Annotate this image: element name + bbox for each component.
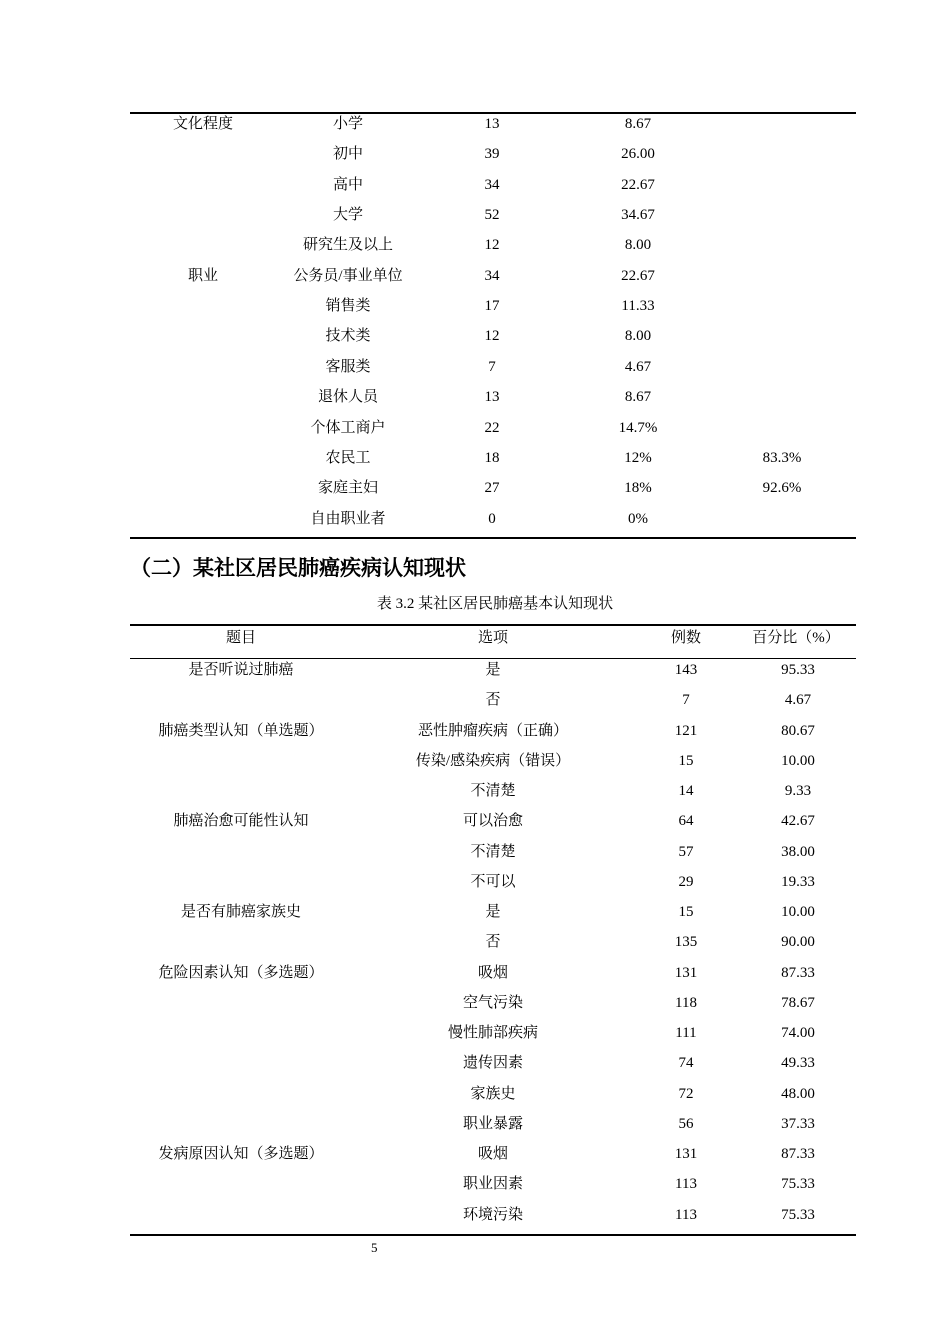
table-cell: 17 bbox=[484, 298, 500, 315]
table-cell: 不可以 bbox=[470, 873, 516, 890]
table-cell: 113 bbox=[675, 1206, 697, 1223]
table-cell: 22 bbox=[484, 419, 500, 436]
table-cell: 恶性肿瘤疾病（正确） bbox=[417, 722, 568, 739]
table-cell: 4.67 bbox=[784, 692, 812, 709]
table-cell: 环境污染 bbox=[462, 1206, 523, 1223]
table-cell: 72 bbox=[678, 1085, 694, 1102]
table-cell: 4.67 bbox=[624, 358, 652, 375]
table-cell: 74.00 bbox=[781, 1025, 815, 1041]
table-cell: 131 bbox=[674, 964, 698, 981]
table-cell: 135 bbox=[674, 934, 698, 951]
table-cell: 可以治愈 bbox=[462, 813, 523, 830]
table-cell: 38.00 bbox=[781, 843, 815, 860]
table1-bottom-rule bbox=[130, 537, 856, 539]
table-cell: 95.33 bbox=[781, 662, 815, 678]
table-cell: 12% bbox=[624, 449, 652, 466]
table-cell: 27 bbox=[484, 480, 500, 497]
table-cell: 不清楚 bbox=[470, 783, 516, 799]
table-cell: 是 bbox=[485, 662, 501, 678]
table-cell: 10.00 bbox=[781, 904, 815, 920]
table-cell: 发病原因认知（多选题） bbox=[158, 1146, 324, 1162]
table-cell: 职业 bbox=[187, 267, 218, 284]
table-cell: 传染/感染疾病（错误） bbox=[415, 752, 571, 769]
table-cell: 143 bbox=[674, 662, 698, 678]
table-cell: 57 bbox=[678, 843, 694, 860]
table-cell: 9.33 bbox=[784, 783, 812, 799]
table-cell: 11.33 bbox=[621, 298, 655, 315]
table-cell: 29 bbox=[678, 873, 694, 890]
table-cell: 18% bbox=[624, 480, 652, 497]
table-cell: 肺癌治愈可能性认知 bbox=[173, 813, 309, 830]
table1-top-rule bbox=[130, 112, 856, 114]
table-cell: 14.7% bbox=[618, 419, 658, 436]
table-cell: 18 bbox=[484, 449, 500, 466]
page-number: 5 bbox=[371, 1240, 378, 1255]
table-cell: 7 bbox=[682, 692, 690, 709]
table-cell: 121 bbox=[674, 722, 698, 739]
table-cell: 是否听说过肺癌 bbox=[188, 662, 294, 678]
table2-top-rule bbox=[130, 624, 856, 626]
table-cell: 职业因素 bbox=[462, 1176, 523, 1193]
table-cell: 15 bbox=[678, 904, 694, 920]
table2-caption: 表 3.2 某社区居民肺癌基本认知现状 bbox=[376, 596, 614, 612]
table-cell: 39 bbox=[484, 146, 500, 163]
table-cell: 公务员/事业单位 bbox=[293, 267, 403, 284]
table-cell: 吸烟 bbox=[477, 1146, 508, 1162]
table-cell: 8.67 bbox=[624, 389, 652, 406]
table-cell: 8.67 bbox=[624, 116, 652, 132]
table-cell: 小学 bbox=[332, 116, 363, 132]
table-cell: 13 bbox=[484, 116, 500, 132]
table-cell: 49.33 bbox=[781, 1055, 815, 1072]
table-cell: 48.00 bbox=[781, 1085, 815, 1102]
table-cell: 118 bbox=[675, 994, 697, 1011]
table-cell: 大学 bbox=[332, 207, 363, 224]
table-cell: 题目 bbox=[225, 630, 256, 646]
table-cell: 52 bbox=[484, 207, 500, 224]
table-cell: 肺癌类型认知（单选题） bbox=[158, 722, 324, 739]
table-cell: 92.6% bbox=[762, 480, 802, 497]
table-cell: 危险因素认知（多选题） bbox=[158, 964, 324, 981]
table-cell: 15 bbox=[678, 752, 694, 769]
table-cell: 34.67 bbox=[621, 207, 655, 224]
table-cell: 34 bbox=[484, 267, 500, 284]
table-cell: 高中 bbox=[332, 176, 363, 193]
table-cell: 初中 bbox=[332, 146, 363, 163]
table-cell: 22.67 bbox=[621, 176, 655, 193]
table-cell: 否 bbox=[485, 692, 501, 709]
table-cell: 文化程度 bbox=[172, 116, 233, 132]
table-cell: 空气污染 bbox=[462, 994, 523, 1011]
table-cell: 选项 bbox=[477, 630, 508, 646]
table-cell: 8.00 bbox=[624, 328, 652, 345]
table-cell: 75.33 bbox=[781, 1206, 815, 1223]
table-cell: 13 bbox=[484, 389, 500, 406]
table-cell: 113 bbox=[675, 1176, 697, 1193]
table-cell: 10.00 bbox=[781, 752, 815, 769]
table-cell: 家族史 bbox=[470, 1085, 516, 1102]
table-cell: 0 bbox=[488, 510, 496, 527]
table-cell: 技术类 bbox=[325, 328, 371, 345]
table-cell: 80.67 bbox=[781, 722, 815, 739]
table-cell: 64 bbox=[678, 813, 694, 830]
table-cell: 研究生及以上 bbox=[302, 237, 393, 254]
table-cell: 客服类 bbox=[325, 358, 371, 375]
table-cell: 自由职业者 bbox=[310, 510, 386, 527]
section-heading: （二）某社区居民肺癌疾病认知现状 bbox=[130, 556, 466, 580]
table-cell: 12 bbox=[484, 237, 500, 254]
table-cell: 131 bbox=[674, 1146, 698, 1162]
table-cell: 7 bbox=[488, 358, 496, 375]
table-cell: 22.67 bbox=[621, 267, 655, 284]
table-cell: 百分比（%） bbox=[752, 630, 840, 646]
table-cell: 否 bbox=[485, 934, 501, 951]
table-cell: 42.67 bbox=[781, 813, 815, 830]
table-cell: 0% bbox=[628, 510, 648, 527]
table-cell: 吸烟 bbox=[477, 964, 508, 981]
table-cell: 75.33 bbox=[781, 1176, 815, 1193]
table-cell: 个体工商户 bbox=[310, 419, 386, 436]
table-cell: 14 bbox=[678, 783, 694, 799]
table-cell: 87.33 bbox=[781, 964, 815, 981]
table-cell: 销售类 bbox=[325, 298, 371, 315]
table-cell: 90.00 bbox=[781, 934, 815, 951]
table-cell: 8.00 bbox=[624, 237, 652, 254]
table-cell: 慢性肺部疾病 bbox=[447, 1025, 538, 1041]
table-cell: 34 bbox=[484, 176, 500, 193]
table-cell: 家庭主妇 bbox=[317, 480, 378, 497]
table-cell: 例数 bbox=[670, 630, 701, 646]
table2-bottom-rule bbox=[130, 1234, 856, 1236]
table-cell: 56 bbox=[678, 1115, 694, 1132]
table-cell: 是否有肺癌家族史 bbox=[180, 904, 301, 920]
table2-header-rule bbox=[130, 658, 856, 659]
table-cell: 遗传因素 bbox=[462, 1055, 523, 1072]
table-cell: 农民工 bbox=[325, 449, 371, 466]
table-cell: 不清楚 bbox=[470, 843, 516, 860]
table-cell: 78.67 bbox=[781, 994, 815, 1011]
table-cell: 退休人员 bbox=[317, 389, 378, 406]
table-cell: 19.33 bbox=[781, 873, 815, 890]
table-cell: 111 bbox=[675, 1025, 697, 1041]
table-cell: 74 bbox=[678, 1055, 694, 1072]
table-cell: 12 bbox=[484, 328, 500, 345]
table-cell: 37.33 bbox=[781, 1115, 815, 1132]
table-cell: 26.00 bbox=[621, 146, 655, 163]
table-cell: 是 bbox=[485, 904, 501, 920]
table-cell: 87.33 bbox=[781, 1146, 815, 1162]
table-cell: 83.3% bbox=[762, 449, 802, 466]
table-cell: 职业暴露 bbox=[462, 1115, 523, 1132]
